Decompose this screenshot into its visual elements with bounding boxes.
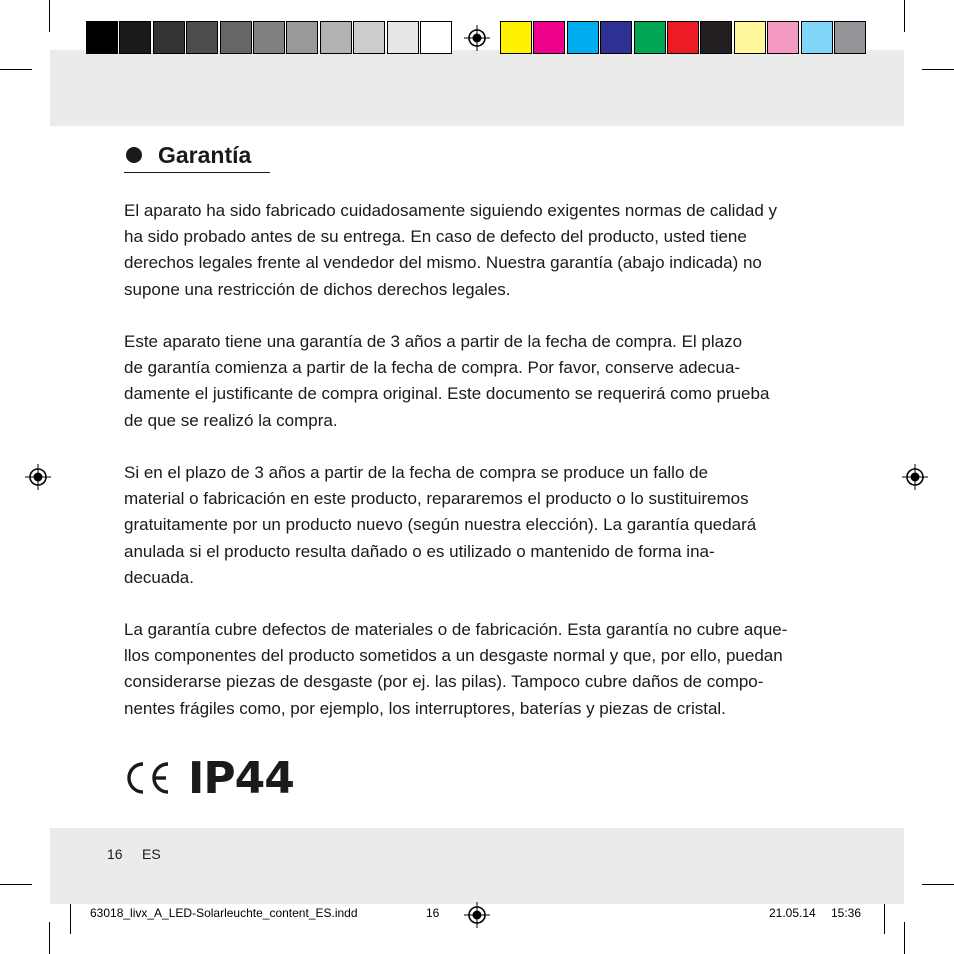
language-code: ES xyxy=(142,846,161,862)
text-line: llos componentes del producto sometidos a un desgaste normal y que, por ello, puedan xyxy=(124,646,783,666)
gray-swatch xyxy=(253,21,285,54)
slug-date: 21.05.14 xyxy=(769,906,816,920)
color-swatch xyxy=(667,21,699,54)
text-line: decuada. xyxy=(124,567,194,587)
header-band xyxy=(50,50,904,126)
color-swatch xyxy=(734,21,766,54)
gray-swatch xyxy=(186,21,218,54)
text-line: El aparato ha sido fabricado cuidadosamente siguiendo exigentes normas de calidad y xyxy=(124,201,778,220)
text-line: anulada si el producto resulta dañado o es utilizado o mantenido de forma ina- xyxy=(124,541,715,561)
paragraph xyxy=(124,329,834,434)
color-swatch xyxy=(634,21,666,54)
text-line: de que se realizó la compra. xyxy=(124,410,338,430)
section-title: Garantía xyxy=(158,142,252,168)
registration-mark-icon xyxy=(902,464,928,490)
color-swatch xyxy=(600,21,632,54)
gray-swatch xyxy=(286,21,318,54)
registration-mark-icon xyxy=(464,25,490,51)
text-line: de garantía comienza a partir de la fecha de compra. Por favor, conserve adecua- xyxy=(124,358,741,378)
registration-mark-icon xyxy=(464,902,490,928)
text-line: ha sido probado antes de su entrega. En caso de defecto del producto, usted tiene xyxy=(124,227,747,247)
color-swatch xyxy=(533,21,565,54)
paragraph xyxy=(124,617,834,722)
paragraph xyxy=(124,460,834,591)
registration-mark-icon xyxy=(25,464,51,490)
color-swatch xyxy=(500,21,532,54)
section-heading xyxy=(124,140,270,173)
text-line: material o fabricación en este producto, repararemos el producto o lo sustituiremos xyxy=(124,489,749,509)
text-line: Este aparato tiene una garantía de 3 años a partir de la fecha de compra. El plazo xyxy=(124,332,743,351)
gray-swatch xyxy=(420,21,452,54)
page-number: 16 xyxy=(107,846,123,862)
text-line: Si en el plazo de 3 años a partir de la fecha de compra se produce un fallo de xyxy=(124,463,709,482)
ce-mark-icon xyxy=(124,760,172,796)
text-line: damente el justificante de compra original. Este documento se requerirá como prueba xyxy=(124,384,770,404)
text-line: considerarse piezas de desgaste (por ej. las pilas). Tampoco cubre daños de compo- xyxy=(124,672,764,692)
color-swatch xyxy=(567,21,599,54)
gray-swatch xyxy=(353,21,385,54)
gray-swatch xyxy=(119,21,151,54)
color-swatch xyxy=(801,21,833,54)
bullet-icon xyxy=(126,147,142,163)
slug-time: 15:36 xyxy=(831,906,862,920)
color-swatch xyxy=(767,21,799,54)
text-line: supone una restricción de dichos derechos legales. xyxy=(124,279,511,299)
gray-swatch xyxy=(387,21,419,54)
paragraph xyxy=(124,198,834,303)
text-line: La garantía cubre defectos de materiales o de fabricación. Esta garantía no cubre aque- xyxy=(124,620,788,639)
gray-swatch xyxy=(86,21,118,54)
slug-page: 16 xyxy=(426,906,440,920)
text-line: derechos legales frente al vendedor del mismo. Nuestra garantía (abajo indicada) no xyxy=(124,253,762,273)
color-swatch xyxy=(700,21,732,54)
gray-swatch xyxy=(153,21,185,54)
ip-rating: IP44 xyxy=(188,753,294,804)
text-line: gratuitamente por un producto nuevo (según nuestra elección). La garantía quedará xyxy=(124,515,757,535)
gray-swatch xyxy=(220,21,252,54)
slug-filename: 63018_livx_A_LED-Solarleuchte_content_ES.indd xyxy=(90,906,358,920)
color-swatch xyxy=(834,21,866,54)
gray-swatch xyxy=(320,21,352,54)
text-line: nentes frágiles como, por ejemplo, los interruptores, baterías y piezas de cristal. xyxy=(124,698,726,718)
footer-band xyxy=(50,828,904,904)
